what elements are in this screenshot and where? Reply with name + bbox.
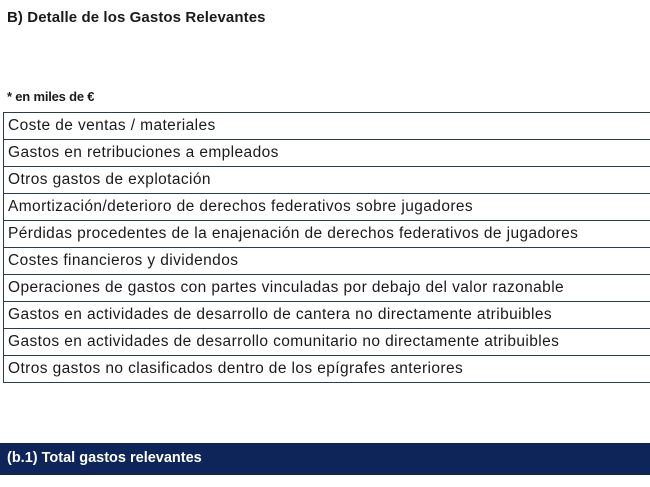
expense-row-label: Gastos en actividades de desarrollo de cantera no directamente atribuibles bbox=[4, 302, 650, 329]
expense-row-label: Gastos en actividades de desarrollo comunitario no directamente atribuibles bbox=[4, 329, 650, 356]
table-row bbox=[4, 329, 650, 356]
expense-row-label: Coste de ventas / materiales bbox=[4, 113, 650, 140]
expense-row-label: Costes financieros y dividendos bbox=[4, 248, 650, 275]
expense-row-label: Otros gastos de explotación bbox=[4, 167, 650, 194]
expense-row-label: Gastos en retribuciones a empleados bbox=[4, 140, 650, 167]
total-header-bar bbox=[0, 443, 650, 475]
expense-row-label: Pérdidas procedentes de la enajenación de derechos federativos de jugadores bbox=[4, 221, 650, 248]
total-label: (b.1) Total gastos relevantes bbox=[7, 450, 202, 466]
expense-table bbox=[3, 112, 650, 383]
unit-note: * en miles de € bbox=[7, 89, 95, 104]
expense-row-label: Amortización/deterioro de derechos federativos sobre jugadores bbox=[4, 194, 650, 221]
expense-row-label: Otros gastos no clasificados dentro de los epígrafes anteriores bbox=[4, 356, 650, 383]
table-row bbox=[4, 167, 650, 194]
section-title: B) Detalle de los Gastos Relevantes bbox=[7, 9, 266, 26]
table-row bbox=[4, 194, 650, 221]
table-row bbox=[4, 275, 650, 302]
table-row bbox=[4, 248, 650, 275]
table-row bbox=[4, 140, 650, 167]
table-row bbox=[4, 302, 650, 329]
table-row bbox=[4, 113, 650, 140]
table-row bbox=[4, 221, 650, 248]
expense-row-label: Operaciones de gastos con partes vinculadas por debajo del valor razonable bbox=[4, 275, 650, 302]
table-row bbox=[4, 356, 650, 383]
